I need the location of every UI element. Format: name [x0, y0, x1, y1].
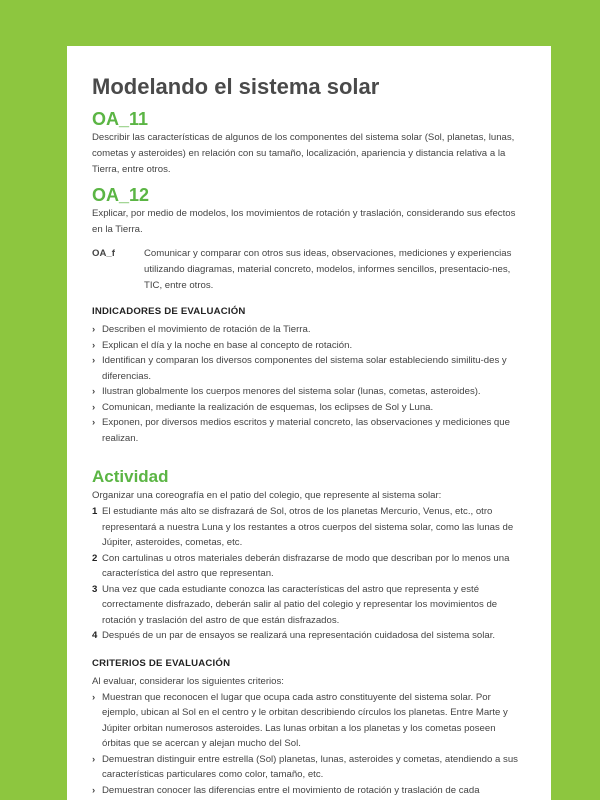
list-item-text: Demuestran conocer las diferencias entre el movimiento de rotación y traslación de cada — [102, 784, 480, 796]
list-item — [92, 384, 522, 400]
bullet-icon: › — [92, 401, 96, 413]
oaf-code: OA_f — [92, 248, 115, 259]
bullet-icon: › — [92, 753, 96, 765]
bullet-icon: › — [92, 324, 96, 335]
step-number: 3 — [92, 583, 98, 595]
list-item-text: Identifican y comparan los diversos componentes del sistema solar estableciendo similitu-des y diferencias. — [102, 355, 507, 382]
actividad-intro: Organizar una coreografía en el patio del colegio, que represente al sistema solar: — [92, 490, 442, 501]
list-item-text: Demuestran distinguir entre estrella (Sol) planetas, lunas, asteroides y cometas, atendiendo a sus características particulares como color, tamaño, etc. — [102, 753, 518, 780]
criterios-heading: CRITERIOS DE EVALUACIÓN — [92, 657, 231, 669]
document-content — [92, 72, 522, 798]
oa12-code: OA_12 — [92, 185, 150, 205]
list-item — [92, 582, 522, 629]
step-text: Después de un par de ensayos se realizará una representación cuidadosa del sistema solar. — [102, 630, 496, 641]
oa12-text: Explicar, por medio de modelos, los movimientos de rotación y traslación, considerando sus efectos en la Tierra. — [92, 208, 516, 235]
criterios-list — [92, 690, 522, 799]
step-number: 2 — [92, 552, 98, 564]
list-item — [92, 338, 522, 354]
list-item — [92, 752, 522, 783]
list-item — [92, 628, 522, 644]
list-item — [92, 783, 522, 799]
step-text: El estudiante más alto se disfrazará de Sol, otros de los planetas Mercurio, Venus, etc., otro representará a nuestra Luna y los restantes a otros cuerpos del sistema solar, como las lunas de Júpiter, asteroides, cometas, etc. — [102, 506, 514, 548]
step-text: Una vez que cada estudiante conozca las características del astro que representa y esté correctamente disfrazado, deberán salir al patio del colegio y representar los movimientos de rotación y traslación del astro de que están disfrazados. — [102, 583, 498, 626]
oaf-block — [92, 246, 522, 294]
oa11-text: Describir las características de algunos de los componentes del sistema solar (Sol, planetas, lunas, cometas y asteroides) en relación con su tamaño, localización, apariencia y distancia relativa a la Tierra, entre otros. — [92, 132, 515, 175]
page-title: Modelando el sistema solar — [92, 74, 380, 99]
list-item-text: Describen el movimiento de rotación de la Tierra. — [102, 324, 311, 335]
document-page — [67, 46, 551, 800]
list-item-text: Comunican, mediante la realización de esquemas, los eclipses de Sol y Luna. — [102, 401, 434, 413]
list-item-text: Muestran que reconocen el lugar que ocupa cada astro constituyente del sistema solar. Por ejemplo, ubican al Sol en el centro y le orbitan describiendo círculos los planetas. Entre Marte y Júpiter orbitan numerosos asteroides. Las lunas orbitan a los planetas y los cometas poseen órbitas que se acercan y alejan mucho del Sol. — [102, 691, 508, 749]
bullet-icon: › — [92, 417, 96, 428]
indicadores-list — [92, 322, 522, 446]
bullet-icon: › — [92, 784, 96, 796]
indicadores-heading: INDICADORES DE EVALUACIÓN — [92, 306, 246, 317]
bullet-icon: › — [92, 691, 96, 703]
list-item-text: Ilustran globalmente los cuerpos menores del sistema solar (lunas, cometas, asteroides). — [102, 386, 481, 397]
bullet-icon: › — [92, 355, 96, 366]
list-item — [92, 415, 522, 446]
list-item — [92, 353, 522, 384]
list-item — [92, 322, 522, 338]
step-text: Con cartulinas u otros materiales deberán disfrazarse de modo que describan por lo menos una característica del astro que representan. — [102, 552, 510, 579]
criterios-intro: Al evaluar, considerar los siguientes criterios: — [92, 675, 284, 687]
oaf-text: Comunicar y comparar con otros sus ideas, observaciones, mediciones y experiencias utilizando diagramas, material concreto, modelos, informes sencillos, presentacio-nes, TIC, entre otros. — [144, 248, 512, 291]
actividad-steps — [92, 504, 522, 644]
actividad-title: Actividad — [92, 467, 169, 486]
bullet-icon: › — [92, 339, 96, 351]
list-item-text: Exponen, por diversos medios escritos y material concreto, las observaciones y mediciones que realizan. — [102, 417, 510, 444]
oa11-code: OA_11 — [92, 109, 149, 129]
step-number: 4 — [92, 630, 98, 641]
list-item — [92, 551, 522, 582]
list-item — [92, 400, 522, 416]
step-number: 1 — [92, 506, 98, 517]
bullet-icon: › — [92, 386, 96, 397]
list-item — [92, 690, 522, 752]
list-item-text: Explican el día y la noche en base al concepto de rotación. — [102, 339, 353, 351]
list-item — [92, 504, 522, 551]
